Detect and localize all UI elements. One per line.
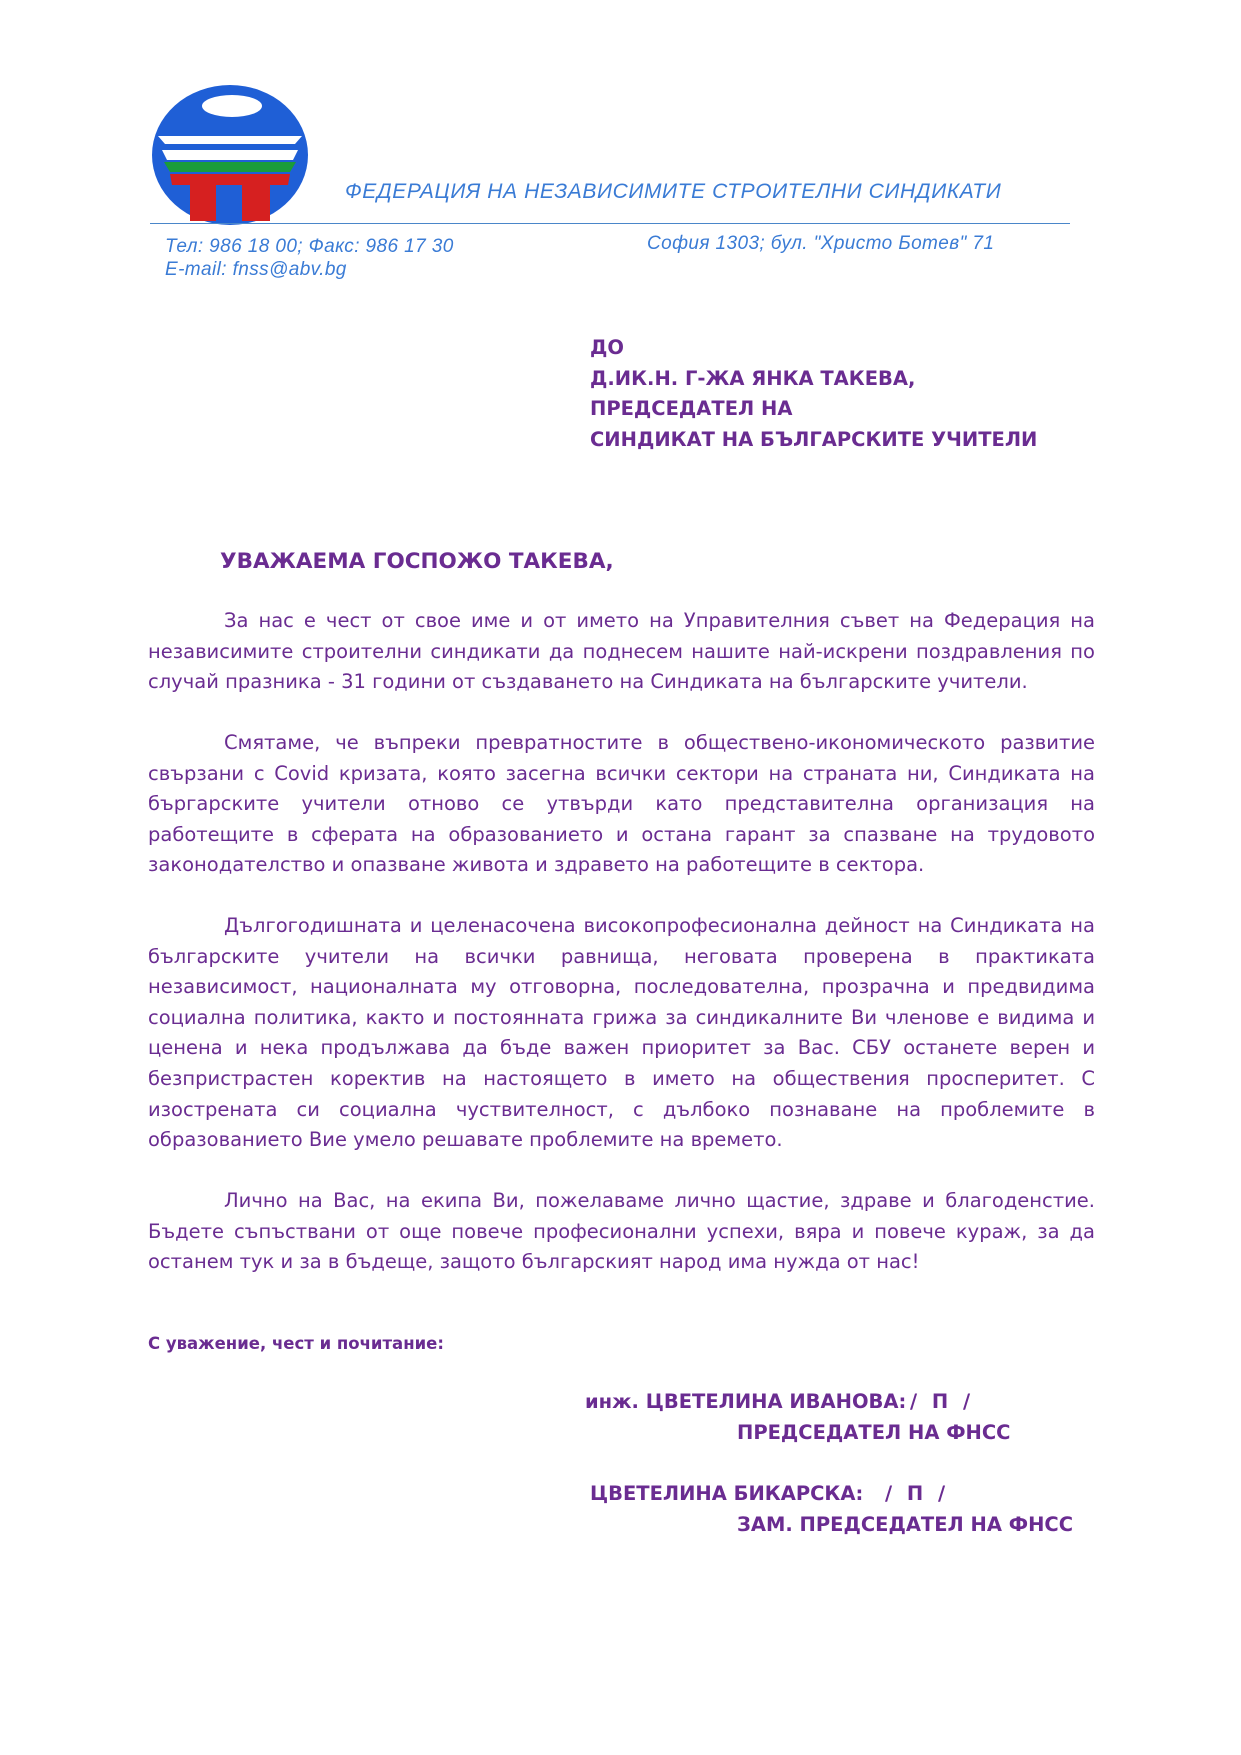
letterhead (0, 0, 1241, 300)
recipient-line-1: ДО (590, 336, 624, 359)
signatory-2-signature-mark: / П / (885, 1482, 946, 1505)
paragraph-3 (148, 911, 1095, 1156)
recipient-line-3: ПРЕДСЕДАТЕЛ НА (590, 397, 793, 420)
paragraph-2 (148, 728, 1095, 881)
paragraph-4 (148, 1186, 1095, 1278)
signatory-1-name: инж. ЦВЕТЕЛИНА ИВАНОВА: (585, 1390, 907, 1413)
signatory-1-title: ПРЕДСЕДАТЕЛ НА ФНСС (737, 1421, 1011, 1444)
recipient-line-2: Д.ИК.Н. Г-ЖА ЯНКА ТАКЕВА, (590, 366, 916, 390)
paragraph-text: Смятаме, че въпреки превратностите в обществено-икономическото развитие свързани с Covid кризата, която засегна всички сектори на страната ни, Синдиката на бъргарските учители отново се утвърди като представителна организация на работещите в сферата на образованието и остана гарант за спазване на трудовото законодателство и опазване живота и здравето на работещите в сектора. (148, 731, 1095, 877)
signatory-2-name: ЦВЕТЕЛИНА БИКАРСКА: (590, 1482, 864, 1505)
contact-phones: Тел: 986 18 00; Факс: 986 17 30 (165, 236, 454, 257)
signatory-2-title: ЗАМ. ПРЕДСЕДАТЕЛ НА ФНСС (737, 1513, 1074, 1536)
recipient-line-4: СИНДИКАТ НА БЪЛГАРСКИТЕ УЧИТЕЛИ (590, 427, 1038, 451)
paragraph-text: Лично на Вас, на екипа Ви, пожелаваме лично щастие, здраве и благоденстие. Бъдете съпъствани от още повече професионални успехи, вяра и повече кураж, за да останем тук и за в бъдеще, защото българският народ има нужда от нас! (148, 1189, 1095, 1274)
contact-email: E-mail: fnss@abv.bg (165, 259, 347, 280)
federation-logo (150, 84, 310, 226)
header-divider (150, 223, 1070, 224)
paragraph-text: За нас е чест от свое име и от името на Управителния съвет на Федерация на независимите строителни синдикати да поднесем нашите най-искрени поздравления по случай празника - 31 години от създаването на Синдиката на българските учители. (148, 609, 1095, 694)
organization-name: ФЕДЕРАЦИЯ НА НЕЗАВИСИМИТЕ СТРОИТЕЛНИ СИНДИКАТИ (345, 180, 1002, 203)
paragraph-1 (148, 606, 1095, 698)
salutation: УВАЖАЕМА ГОСПОЖО ТАКЕВА, (220, 549, 614, 574)
paragraph-text: Дългогодишната и целенасочена високопрофесионална дейност на Синдиката на българските учители на всички равнища, неговата проверена в практиката независимост, националната му отговорна, последователна, прозрачна и предвидима социална политика, както и постоянната грижа за синдикалните Ви членове е видима и ценена и нека продължава да бъде важен приоритет за Вас. СБУ останете верен и безпристрастен коректив на настоящето в името на обществения просперитет. С изострената си социална чуствителност, с дълбоко познаване на проблемите в образованието Вие умело решавате проблемите на времето. (148, 914, 1095, 1152)
signatory-1-signature-mark: / П / (910, 1390, 971, 1413)
contact-address: София 1303; бул. "Христо Ботев" 71 (647, 233, 995, 254)
recipient-block (590, 333, 1037, 455)
closing-phrase: С уважение, чест и почитание: (148, 1334, 444, 1353)
